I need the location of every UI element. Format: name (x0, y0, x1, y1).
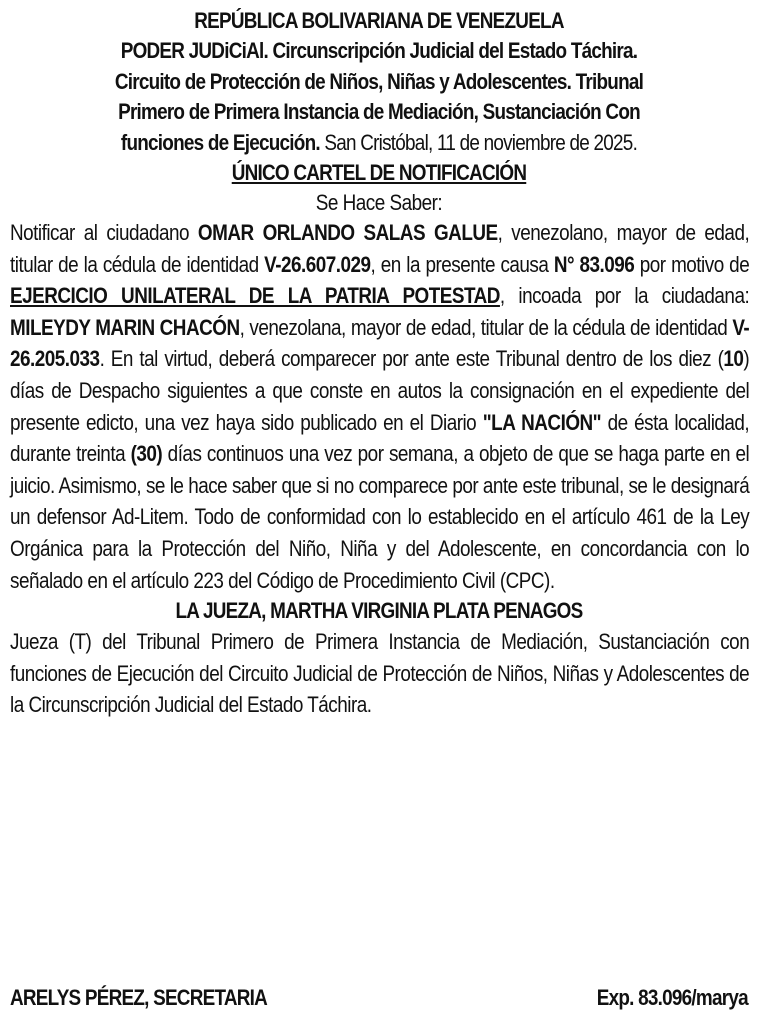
body-text: , en la presente causa (370, 251, 554, 277)
body-text: , incoada por la ciudadana: (499, 283, 750, 309)
header-block (9, 6, 748, 158)
days-thirty: (30) (130, 441, 163, 467)
header-functions-bold: funciones de Ejecución. (120, 129, 320, 155)
judge-description: Jueza (T) del Tribunal Primero de Primera Instancia de Mediación, Sustanciación con funciones de Ejecución del Circuito Judicial de Protección de Niños, Niñas y Adolescentes de la Circunscripción Judicial del Estado Táchira. (10, 629, 750, 718)
body-text: Notificar al ciudadano (10, 220, 198, 246)
body-text: días continuos una vez por semana, a objeto de que se haga parte en el juicio. Asimismo, se le hace saber que si no comparece por ante este tribunal, se le designará un defensor Ad-Litem. Todo de conformidad con lo establecido en el artículo 461 de la Ley Orgánica para la Protección del Niño, Niña y del Adolescente, en concordancia con lo señalado en el artículo 223 del Código de Procedimiento Civil (CPC). (10, 441, 750, 593)
secretary-name: ARELYS PÉREZ, SECRETARIA (10, 985, 268, 1010)
case-motive: EJERCICIO UNILATERAL DE LA PATRIA POTESTAD (10, 283, 500, 309)
header-line-judicial-power: PODER JUDiCiAl. Circunscripción Judicial del Estado Táchira. (120, 38, 638, 64)
judge-desc-wrap (10, 626, 749, 721)
header-place-date: San Cristóbal, 11 de noviembre de 2025. (319, 129, 638, 155)
expedient-number: Exp. 83.096/marya (596, 985, 748, 1010)
header-line-functions (9, 128, 748, 158)
body-text: de ésta localidad, durante treinta (10, 409, 750, 467)
body-text: , venezolano, mayor de edad, titular de la cédula de identidad (10, 220, 750, 277)
header-line-circuit: Circuito de Protección de Niños, Niñas y Adolescentes. Tribunal (114, 68, 644, 94)
notified-id: V-26.607.029 (264, 251, 371, 277)
notified-name: OMAR ORLANDO SALAS GALUE (197, 220, 498, 246)
newspaper-name: "LA NACIÓN" (482, 409, 602, 435)
footer (10, 981, 748, 1015)
notice-body (10, 217, 749, 596)
body-text: ) días de Despacho siguientes a que conste en autos la consignación en el expediente del presente edicto, una vez haya sido publicado en el Diario (10, 346, 750, 435)
days-ten: 10 (723, 346, 744, 372)
body-text: . En tal virtud, deberá comparecer por ante este Tribunal dentro de los diez ( (99, 346, 724, 372)
judge-signature: LA JUEZA, MARTHA VIRGINIA PLATA PENAGOS (175, 598, 583, 624)
plaintiff-name: MILEYDY MARIN CHACÓN (10, 314, 240, 340)
notice-title: ÚNICO CARTEL DE NOTIFICACIÓN (231, 160, 527, 186)
header-line-court: Primero de Primera Instancia de Mediación, Sustanciación Con (118, 99, 640, 125)
body-text: , venezolana, mayor de edad, titular de la cédula de identidad (239, 314, 733, 340)
case-number: N° 83.096 (553, 251, 635, 277)
plaintiff-id: V-26.205.033 (10, 314, 750, 372)
body-wrap (10, 217, 749, 596)
body-text: por motivo de (634, 251, 750, 277)
notice-subtitle: Se Hace Saber: (315, 190, 443, 216)
header-line-republic: REPÚBLICA BOLIVARIANA DE VENEZUELA (194, 8, 564, 33)
